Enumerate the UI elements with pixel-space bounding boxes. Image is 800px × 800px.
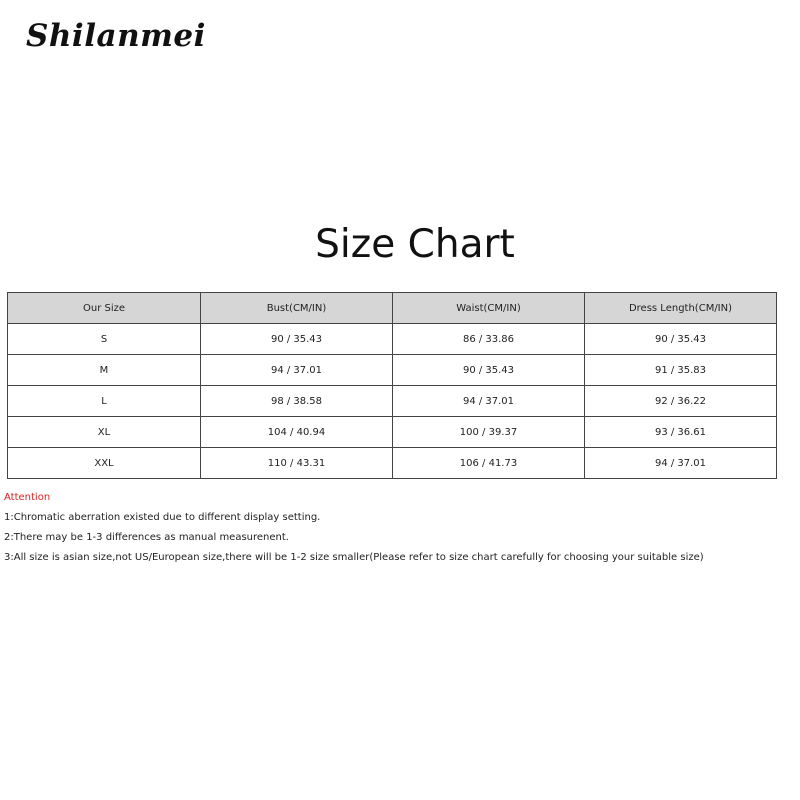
size-cell: M — [8, 355, 201, 386]
waist-cell: 94 / 37.01 — [393, 386, 585, 417]
table-row — [8, 448, 777, 479]
brand-logo: Shilanmei — [26, 18, 206, 54]
dress-length-cell: 91 / 35.83 — [585, 355, 777, 386]
bust-cell: 104 / 40.94 — [201, 417, 393, 448]
attention-heading: Attention — [4, 492, 51, 503]
column-header-dress-length: Dress Length(CM/IN) — [585, 293, 777, 324]
note-item: 3:All size is asian size,not US/European size,there will be 1-2 size smaller(Please refer to size chart carefully for choosing your suitable size) — [4, 552, 704, 563]
dress-length-cell: 94 / 37.01 — [585, 448, 777, 479]
waist-cell: 106 / 41.73 — [393, 448, 585, 479]
waist-cell: 86 / 33.86 — [393, 324, 585, 355]
size-cell: XXL — [8, 448, 201, 479]
size-chart-table — [7, 292, 777, 479]
dress-length-cell: 92 / 36.22 — [585, 386, 777, 417]
table-row — [8, 386, 777, 417]
bust-cell: 110 / 43.31 — [201, 448, 393, 479]
page-title: Size Chart — [315, 222, 515, 267]
table-row — [8, 324, 777, 355]
note-item: 2:There may be 1-3 differences as manual measurenent. — [4, 532, 289, 543]
column-header-size: Our Size — [8, 293, 201, 324]
dress-length-cell: 93 / 36.61 — [585, 417, 777, 448]
attention-notes — [4, 488, 704, 568]
table-header-row — [8, 293, 777, 324]
waist-cell: 100 / 39.37 — [393, 417, 585, 448]
note-item: 1:Chromatic aberration existed due to different display setting. — [4, 512, 321, 523]
table-row — [8, 417, 777, 448]
column-header-waist: Waist(CM/IN) — [393, 293, 585, 324]
size-cell: L — [8, 386, 201, 417]
size-cell: S — [8, 324, 201, 355]
bust-cell: 94 / 37.01 — [201, 355, 393, 386]
dress-length-cell: 90 / 35.43 — [585, 324, 777, 355]
bust-cell: 98 / 38.58 — [201, 386, 393, 417]
column-header-bust: Bust(CM/IN) — [201, 293, 393, 324]
bust-cell: 90 / 35.43 — [201, 324, 393, 355]
waist-cell: 90 / 35.43 — [393, 355, 585, 386]
table-row — [8, 355, 777, 386]
size-cell: XL — [8, 417, 201, 448]
